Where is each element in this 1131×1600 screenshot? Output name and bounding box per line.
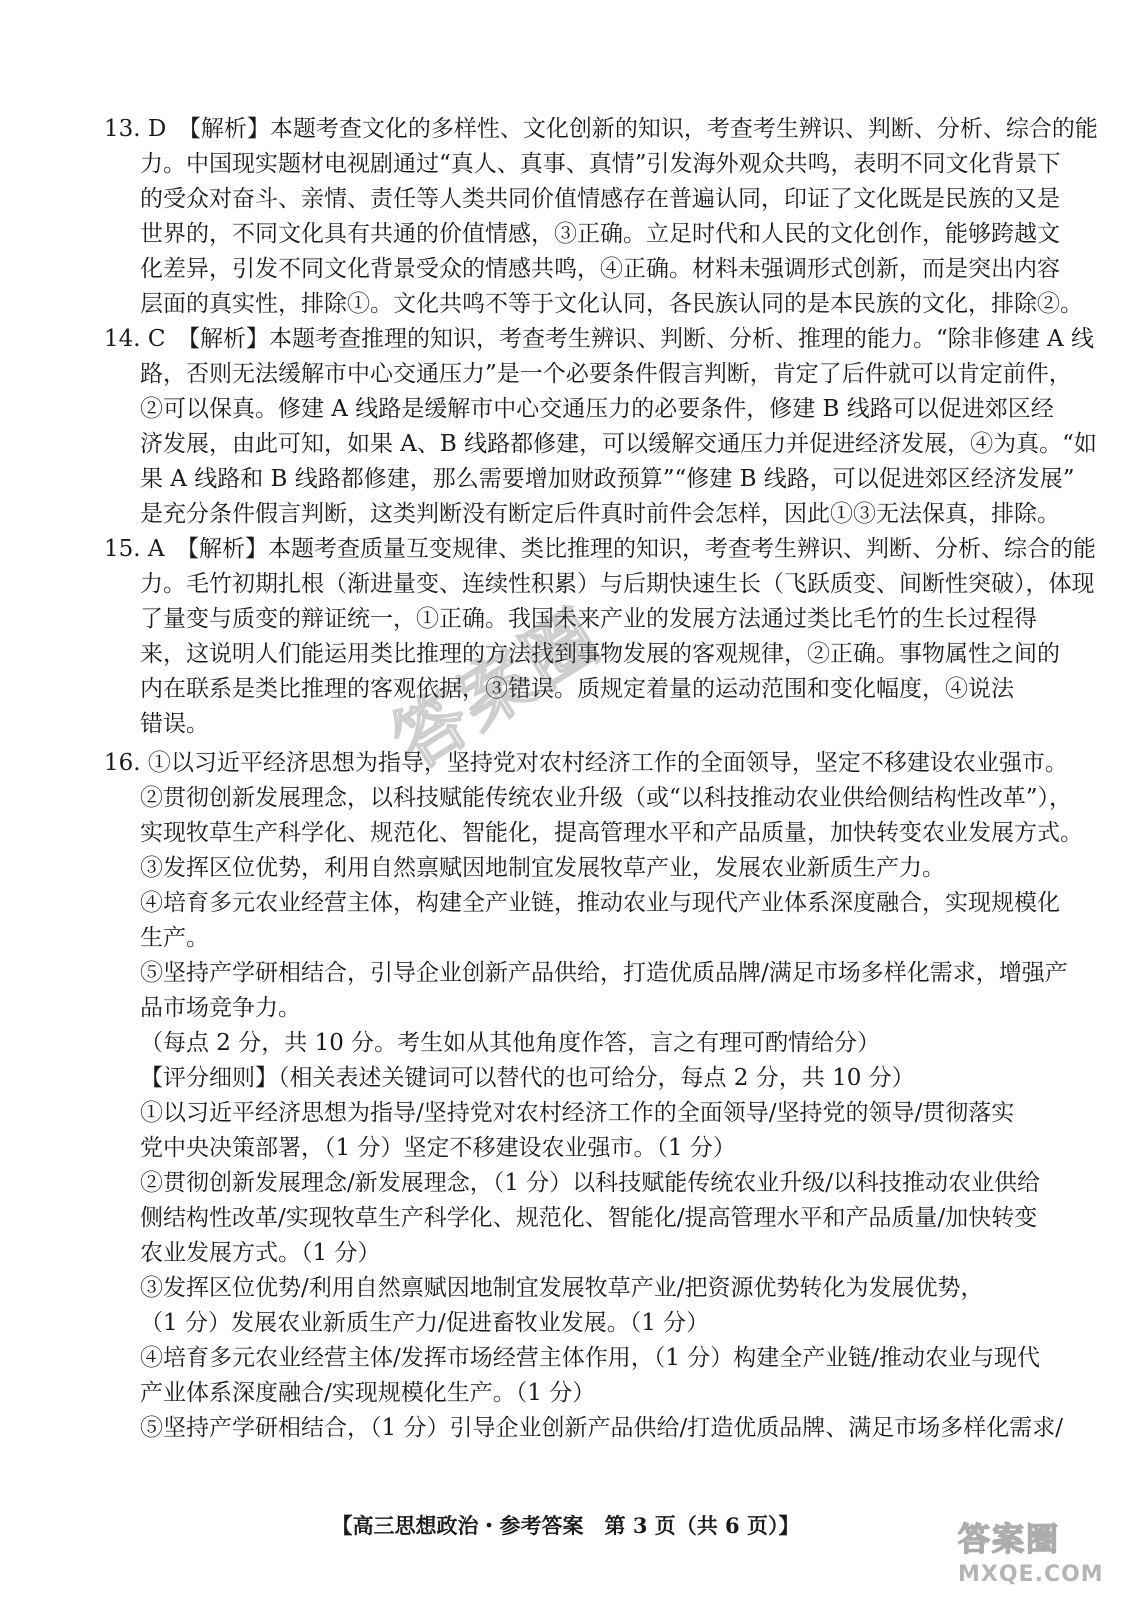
text-line: ④培育多元农业经营主体，构建全产业链，推动农业与现代产业体系深度融合，实现规模化 — [140, 890, 1060, 916]
text-line: 路，否则无法缓解市中心交通压力”是一个必要条件假言判断，肯定了后件就可以肯定前件， — [140, 361, 1072, 387]
question-13-answer — [104, 112, 1098, 322]
question-15-answer — [104, 532, 1096, 742]
text-line: 了量变与质变的辩证统一，①正确。我国未来产业的发展方法通过类比毛竹的生长过程得 — [140, 606, 1037, 632]
text-line: ②贯彻创新发展理念，以科技赋能传统农业升级（或“以科技推动农业供给侧结构性改革”）， — [140, 785, 1073, 811]
text-line: 世界的，不同文化具有共通的价值情感，③正确。立足时代和人民的文化创作，能够跨越文 — [140, 221, 1060, 247]
text-line: 力。毛竹初期扎根（渐进量变、连续性积累）与后期快速生长（飞跃质变、间断性突破），体现 — [140, 571, 1095, 597]
text-line: ⑤坚持产学研相结合，（1 分）引导企业创新产品供给/打造优质品牌、满足市场多样化需求/ — [140, 1415, 1063, 1441]
logo-text: 答案圈 — [958, 1520, 1061, 1558]
page-footer: 【高三思想政治・参考答案 第 3 页（共 6 页）】 — [331, 1513, 800, 1538]
text-line: 实现牧草生产科学化、规范化、智能化，提高管理水平和产品质量，加快转变农业发展方式。 — [140, 820, 1083, 846]
text-line: 济发展，由此可知，如果 A、B 线路都修建，可以缓解交通压力并促进经济发展，④为真。“如 — [140, 431, 1097, 457]
text-line: ④培育多元农业经营主体/发挥市场经营主体作用，（1 分）构建全产业链/推动农业与现代 — [140, 1345, 1040, 1371]
text-line: 生产。 — [140, 925, 209, 951]
text-line: 果 A 线路和 B 线路都修建，那么需要增加财政预算”“修建 B 线路，可以促进郊区经济发展” — [140, 466, 1075, 492]
text-line: （1 分）发展农业新质生产力/促进畜牧业发展。（1 分） — [140, 1310, 710, 1336]
text-line: ③发挥区位优势，利用自然禀赋因地制宜发展牧草产业，发展农业新质生产力。 — [140, 855, 945, 881]
text-line: 内在联系是类比推理的客观依据，③错误。质规定着量的运动范围和变化幅度，④说法 — [140, 676, 1014, 702]
text-line: 农业发展方式。（1 分） — [140, 1240, 381, 1266]
text-line: 16. ①以习近平经济思想为指导，坚持党对农村经济工作的全面领导，坚定不移建设农业强市。 — [104, 750, 1068, 776]
text-line: 的受众对奋斗、亲情、责任等人类共同价值情感存在普遍认同，印证了文化既是民族的又是 — [140, 186, 1060, 212]
text-line: ⑤坚持产学研相结合，引导企业创新产品供给，打造优质品牌/满足市场多样化需求，增强产 — [140, 960, 1068, 986]
text-line: 15. A 【解析】本题考查质量互变规律、类比推理的知识，考查考生辨识、判断、分析、综合的能 — [104, 536, 1096, 562]
scoring-rubric-heading: 【评分细则】（相关表述关键词可以替代的也可给分，每点 2 分，共 10 分） — [140, 1065, 915, 1091]
text-line: 错误。 — [140, 711, 209, 737]
text-line: 品市场竞争力。 — [140, 995, 301, 1021]
logo-domain: MXQE.COM — [958, 1562, 1104, 1587]
text-line: 来，这说明人们能运用类比推理的方法找到事物发展的客观规律，②正确。事物属性之间的 — [140, 641, 1060, 667]
text-line: 党中央决策部署，（1 分）坚定不移建设农业强市。（1 分） — [140, 1135, 736, 1161]
scoring-note: （每点 2 分，共 10 分。考生如从其他角度作答，言之有理可酌情给分） — [140, 1030, 881, 1056]
text-line: 14. C 【解析】本题考查推理的知识，考查考生辨识、判断、分析、推理的能力。“除非修建 A 线 — [104, 326, 1094, 352]
text-line: 力。中国现实题材电视剧通过“真人、真事、真情”引发海外观众共鸣，表明不同文化背景下 — [140, 151, 1061, 177]
question-16-answer — [104, 746, 1083, 1446]
text-line: ①以习近平经济思想为指导/坚持党对农村经济工作的全面领导/坚持党的领导/贯彻落实 — [140, 1100, 1015, 1126]
text-line: 是充分条件假言判断，这类判断没有断定后件真时前件会怎样，因此①③无法保真，排除。 — [140, 501, 1060, 527]
question-14-answer — [104, 322, 1097, 532]
text-line: 层面的真实性，排除①。文化共鸣不等于文化认同，各民族认同的是本民族的文化，排除②。 — [140, 291, 1083, 317]
text-line: ②可以保真。修建 A 线路是缓解市中心交通压力的必要条件，修建 B 线路可以促进郊区经 — [140, 396, 1054, 422]
text-line: 13. D 【解析】本题考查文化的多样性、文化创新的知识，考查考生辨识、判断、分析、综合的能 — [104, 116, 1098, 142]
text-line: 侧结构性改革/实现牧草生产科学化、规范化、智能化/提高管理水平和产品质量/加快转变 — [140, 1205, 1038, 1231]
site-logo — [958, 1514, 1118, 1594]
answer-content — [104, 112, 1098, 1446]
watermark: 答案圈 — [378, 592, 617, 785]
text-line: ③发挥区位优势/利用自然禀赋因地制宜发展牧草产业/把资源优势转化为发展优势， — [140, 1275, 984, 1301]
text-line: ②贯彻创新发展理念/新发展理念，（1 分）以科技赋能传统农业升级/以科技推动农业供给 — [140, 1170, 1040, 1196]
text-line: 化差异，引发不同文化背景受众的情感共鸣，④正确。材料未强调形式创新，而是突出内容 — [140, 256, 1060, 282]
text-line: 产业体系深度融合/实现规模化生产。（1 分） — [140, 1380, 596, 1406]
